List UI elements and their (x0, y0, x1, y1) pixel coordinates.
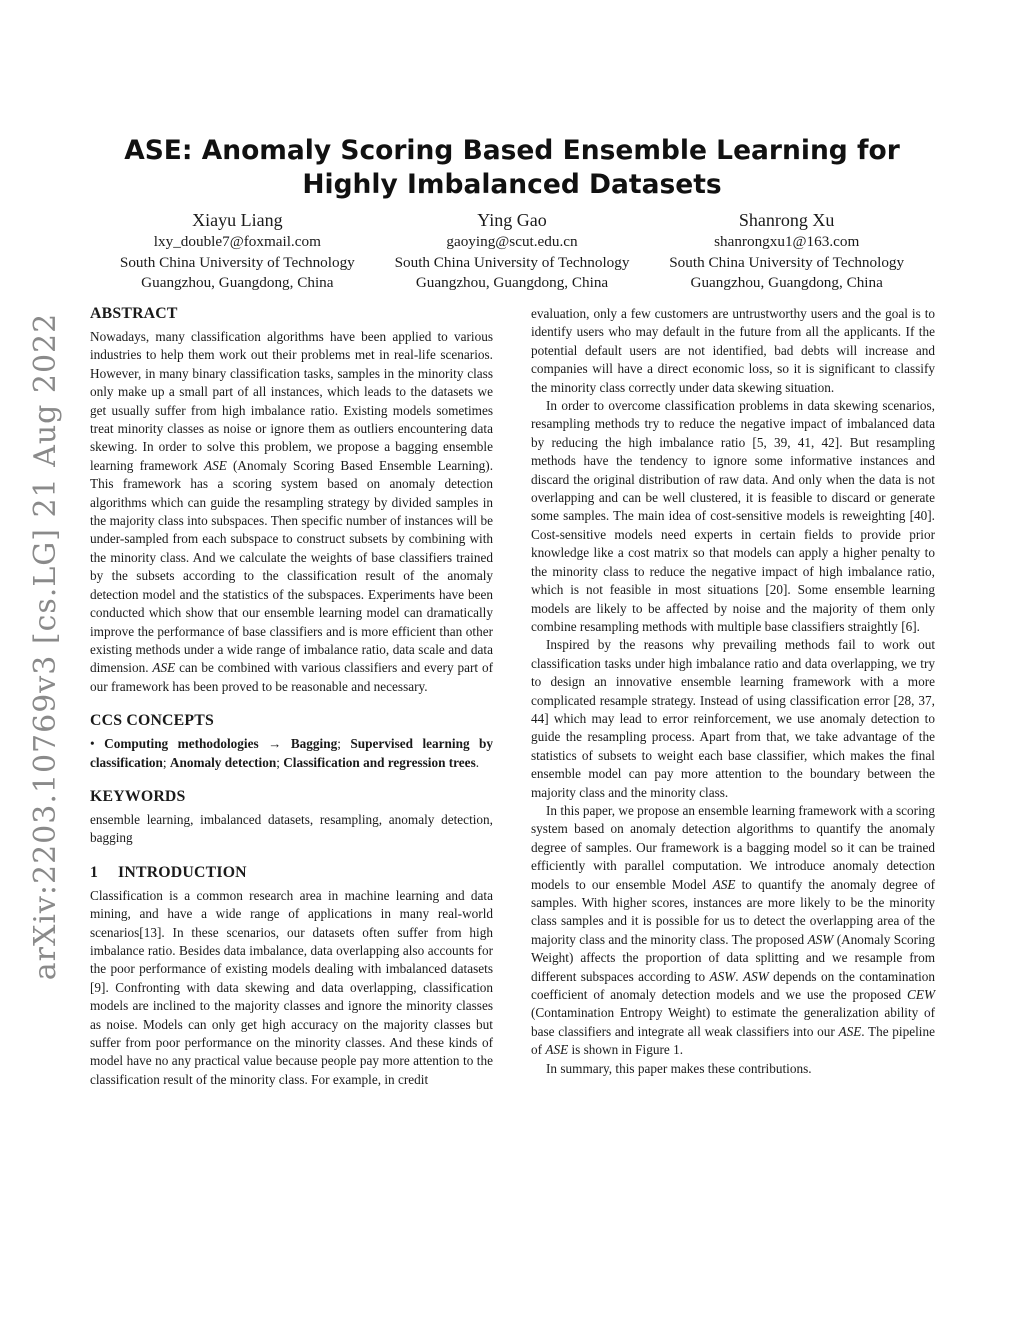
section-number: 1 (90, 863, 99, 881)
author-3 (649, 208, 924, 294)
keywords-text: ensemble learning, imbalanced datasets, resampling, anomaly detection, bagging (90, 811, 493, 846)
ccs-heading: CCS CONCEPTS (90, 712, 214, 730)
abstract-heading: ABSTRACT (90, 305, 178, 322)
author-block (100, 208, 924, 294)
author-email: lxy_double7@foxmail.com (153, 233, 321, 250)
author-location: Guangzhou, Guangdong, China (141, 274, 334, 291)
left-column (90, 304, 493, 1089)
abstract-text: Nowadays, many classification algorithms have been applied to various industries to help them work out their problems met in real-life scenarios. However, in many binary classification tasks, samples in the minority class only make up a small part of all instances, which leads to the datasets we get usually suffer from high imbalance ratio. Existing models sometimes treat minority classes as noise or ignore them as outliers encountering data skewing. In order to solve this problem, we propose a bagging ensemble learning framework ASE (Anomaly Scoring Based Ensemble Learning). This framework has a scoring system based on anomaly detection algorithms which can guide the resampling strategy by divided samples in the majority class into subspaces. Then specific number of instances will be under-sampled from each subspace to construct subsets by combining with the minority class. And we calculate the weights of base classifiers trained by the subsets according to the classification result of the anomaly detection model and the statistics of the subspaces. Experiments have been conducted which show that our ensemble learning model can dramatically improve the performance of base classifiers and is more efficient than other existing methods under a wide range of imbalance ratio, data scale and data dimension. ASE can be combined with various classifiers and every part of our framework has been proved to be reasonable and necessary. (90, 329, 494, 694)
intro-paragraph-1: Classification is a common research area in machine learning and data mining, and have a wide range of applications in many real-world scenarios[13]. In these scenarios, our datasets often suffer from high imbalance ratio. Besides data imbalance, data overlapping also accounts for the poor performance of existing models dealing with imbalanced datasets [9]. Confronting with data skewing and data overlapping, classification models are inclined to the majority classes and ignore the minority classes as noise. Models can only get high accuracy on the majority classes but suffer from poor performance on the minority classes. And these kinds of model have no any practical value because people pay more attention to the classification result of the minority class. For example, in credit (90, 887, 493, 1087)
right-column (531, 305, 935, 1078)
author-email: shanrongxu1@163.com (714, 233, 860, 250)
author-email: gaoying@scut.edu.cn (446, 233, 578, 250)
author-1 (100, 208, 375, 294)
paper-title: ASE: Anomaly Scoring Based Ensemble Learning for Highly Imbalanced Datasets (124, 135, 900, 200)
arxiv-identifier: arXiv:2203.10769v3 [cs.LG] 21 Aug 2022 (28, 312, 64, 980)
author-name: Xiayu Liang (192, 210, 283, 230)
intro-paragraph-5: In summary, this paper makes these contributions. (546, 1060, 812, 1076)
author-location: Guangzhou, Guangdong, China (690, 274, 883, 291)
intro-paragraph-2: In order to overcome classification problems in data skewing scenarios, resampling methods try to reduce the negative impact of imbalanced data by reducing the high imbalance ratio [5, 39, 41, 42]. But resampling methods have the tendency to ignore some informative instances and discard the original distribution of raw data. And only when the data is not overlapping and can be well clustered, it is feasible to discard or generate some samples. The main idea of cost-sensitive models is reweighting [40]. Cost-sensitive models need experts in certain fields to provide prior knowledge like a cost matrix so that models can apply a higher penalty to the minority class to reduce the negative impact of high imbalance ratio, which is not feasible in most situations [20]. Some ensemble learning models are likely to be affected by noise and the majority of them only combine resampling methods with multiple base classifiers straightly [6]. (531, 398, 935, 634)
author-2 (375, 208, 650, 294)
intro-paragraph-3: Inspired by the reasons why prevailing methods fail to work out classification tasks under high imbalance ratio and data overlapping, we try to design an innovative ensemble learning framework with a more complicated resample strategy. Instead of using classification error [28, 37, 44] which may lead to error reinforcement, we use anomaly detection to guide the resampling process. Apart from that, we take advantage of the statistics of subsets to weight each base classifier, which makes the final ensemble model can pay more attention to the boundary between the majority class and the minority class. (531, 637, 935, 800)
introduction-heading: 1 INTRODUCTION (90, 863, 247, 881)
author-name: Ying Gao (477, 210, 547, 230)
ccs-concepts: • Computing methodologies → Bagging; Supervised learning by classification; Anomaly detection; Classification and regression trees. (90, 736, 494, 770)
author-affiliation: South China University of Technology (669, 253, 905, 271)
intro-paragraph-4: In this paper, we propose an ensemble learning framework with a scoring system based on anomaly detection algorithms to quantify the anomaly degree of samples. Our framework is a bagging model so it can be trained efficiently with parallel computation. We introduce anomaly detection models to our ensemble Model ASE to quantify the anomaly degree of samples. With higher scores, instances are more likely to be the minority class samples and it is possible for us to detect the overlapping area of the majority class and the minority class. The proposed ASW (Anomaly Scoring Weight) affects the proportion of data splitting and we resample from different subspaces according to ASW. ASW depends on the contamination coefficient of anomaly detection models and we use the proposed CEW (Contamination Entropy Weight) to estimate the generalization ability of base classifiers and integrate all weak classifiers into our ASE. The pipeline of ASE is shown in Figure 1. (531, 802, 936, 1058)
author-location: Guangzhou, Guangdong, China (415, 274, 609, 291)
arxiv-stamp (18, 312, 74, 980)
keywords-heading: KEYWORDS (90, 787, 186, 805)
author-affiliation: South China University of Technology (394, 253, 630, 271)
author-name: Shanrong Xu (738, 210, 835, 230)
intro-paragraph-1-continued: evaluation, only a few customers are untrustworthy users and the goal is to identify users who may default in the future from all the applicants. If the potential default users are not identified, bad debts will increase and companies will have a direct economic loss, so it is significant to classify the minority class correctly under data skewing situation. (531, 306, 935, 395)
author-affiliation: South China University of Technology (119, 253, 355, 271)
